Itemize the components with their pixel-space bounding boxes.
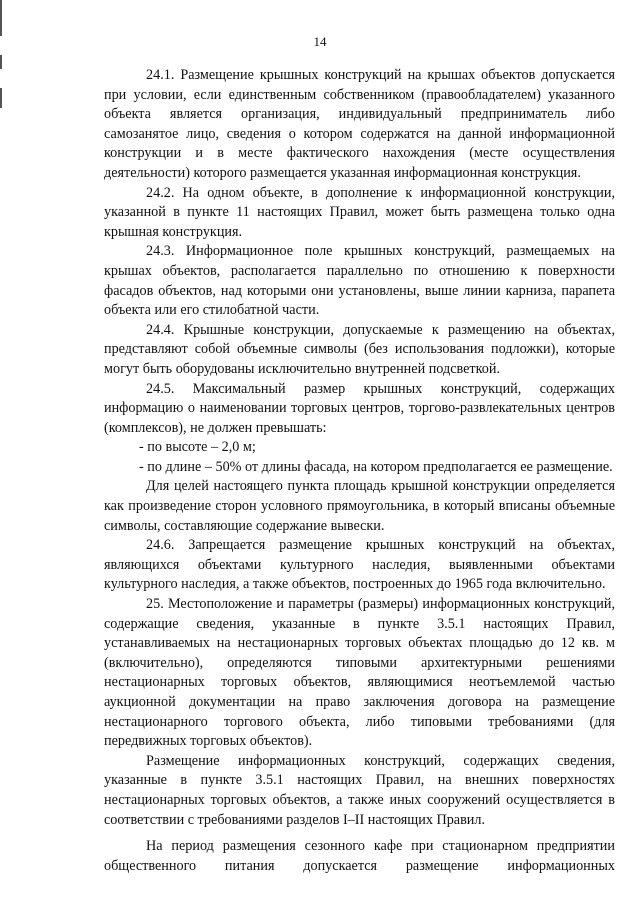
paragraph-24-4: 24.4. Крышные конструкции, допускаемые к размещению на объектах, представляют собой объемные символы (без использования подложки), которые могут быть оборудованы исключительно внутренней подсветкой.	[104, 321, 615, 377]
list-item-height: - по высоте – 2,0 м;	[139, 439, 256, 456]
paragraph-24-5: 24.5. Максимальный размер крышных конструкций, содержащих информацию о наименовании торговых центров, торгово-развлекательных центров (комплексов), не должен превышать:	[104, 380, 615, 436]
scan-edge-mark	[0, 55, 2, 69]
paragraph-24-2: 24.2. На одном объекте, в дополнение к информационной конструкции, указанной в пункте 11 настоящих Правил, может быть размещена только одна крышная конструкция.	[104, 184, 615, 240]
paragraph-24-1: 24.1. Размещение крышных конструкций на крышах объектов допускается при условии, если единственным собственником (правообладателем) указанного объекта является организация, индивидуальный предприниматель либо самозанятое лицо, сведения о котором содержатся на данной информационной конструкции и в месте фактического нахождения (месте осуществления деятельности) которого размещается указанная информационная конструкция.	[104, 67, 615, 181]
page-number: 14	[313, 34, 327, 49]
paragraph-seasonal-cafe: На период размещения сезонного кафе при стационарном предприятии общественного питания допускается размещение информационных	[104, 838, 615, 874]
paragraph-25: 25. Местоположение и параметры (размеры) информационных конструкций, содержащие сведения, указанные в пункте 3.5.1 настоящих Правил, устанавливаемых на нестационарных торговых объектах площадью до 12 кв. м (включительно), определяются типовыми архитектурными решениями нестационарных торговых объектов, являющимися неотъемлемой частью аукционной документации на право заключения договора на размещение нестационарного торгового объекта, либо типовыми требованиями (для передвижных торговых объектов).	[104, 596, 615, 750]
document-body	[104, 66, 615, 876]
paragraph-24-3: 24.3. Информационное поле крышных конструкций, размещаемых на крышах объектов, располагается параллельно по отношению к поверхности фасадов объектов, над которыми они установлены, выше линии карниза, парапета объекта или его стилобатной части.	[104, 243, 615, 319]
paragraph-area-definition: Для целей настоящего пункта площадь крышной конструкции определяется как произведение сторон условного прямоугольника, в который вписаны объемные символы, составляющие содержание вывески.	[104, 478, 615, 534]
paragraph-placement-requirements: Размещение информационных конструкций, содержащих сведения, указанные в пункте 3.5.1 настоящих Правил, на внешних поверхностях нестационарных торговых объектов, а также иных сооружений осуществляется в соответствии с требованиями разделов I–II настоящих Правил.	[104, 752, 615, 828]
scan-edge-mark	[0, 88, 2, 108]
scan-edge-mark	[0, 0, 2, 36]
paragraph-24-6: 24.6. Запрещается размещение крышных конструкций на объектах, являющихся объектами культурного наследия, выявленными объектами культурного наследия, а также объектов, построенных до 1965 года включительно.	[104, 537, 615, 593]
list-item-length: - по длине – 50% от длины фасада, на котором предполагается ее размещение.	[139, 458, 613, 475]
